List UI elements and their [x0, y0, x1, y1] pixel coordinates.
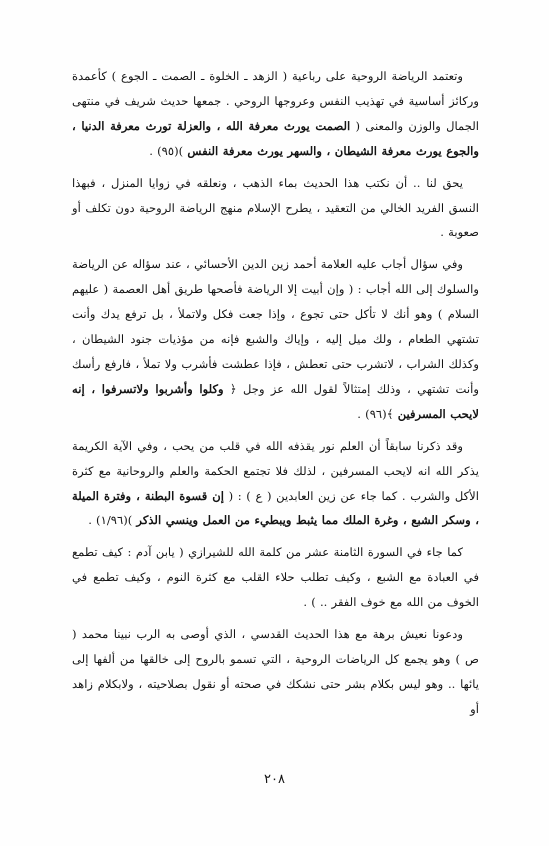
- body-text: [72, 64, 479, 722]
- text-run: كما جاء في السورة الثامنة عشر من كلمة الله للشيرازي ( يابن آدم : كيف تطمع في العبادة مع الشبع ، وكيف تطلب حلاء القلب مع كثرة النوم ، وكيف تطمع في الخوف من الله مع خوف الفقر .. ) .: [72, 545, 479, 610]
- text-run: وتعتمد الرياضة الروحية على رباعية ( الزهد ـ الخلوة ـ الصمت ـ الجوع ) كأعمدة وركائز أساسية في تهذيب النفس وعروجها الروحي . جمعها حديث شريف في منتهى الجمال والوزن والمعنى (: [72, 69, 479, 133]
- text-run: يحق لنا .. أن نكتب هذا الحديث بماء الذهب ، ونعلقه في زوايا المنزل ، فبهذا النسق الفريد الخالي من التعقيد ، يطرح الإسلام منهج الرياضة الروحية دون تكلف أو صعوبة .: [72, 175, 479, 240]
- text-run: )(١/٩٦) .: [88, 513, 137, 528]
- paragraph: [72, 171, 479, 246]
- text-run: وقد ذكرنا سابقاً أن العلم نور يقذفه الله في قلب من يحب ، وفي الآية الكريمة يذكر الله انه لايحب المسرفين ، لذلك فلا تجتمع الحكمة والعلم والروحانية مع كثرة الأكل والشرب . كما جاء عن زين العابدين ( ع ) : (: [72, 438, 479, 503]
- page-number: ٢٠٨: [264, 772, 285, 787]
- paragraph: [72, 622, 479, 722]
- emphasized-quote: وكلوا وأشربوا ولاتسرفوا ، إنه لايحب المسرفين: [72, 381, 479, 421]
- emphasized-quote: الصمت يورث معرفة الله ، والعزلة تورث معرفة الدنيا ، والجوع يورث معرفة الشيطان ، والسهر يورث معرفة النفس: [72, 118, 479, 158]
- paragraph: [72, 540, 479, 615]
- text-run: وفي سؤال أجاب عليه العلامة أحمد زين الدين الأحسائي ، عند سؤاله عن الرياضة والسلوك إلى الله أجاب : ( وإن أبيت إلا الرياضة فأصحها طريق أهل العصمة ( عليهم السلام ) وهو أنك لا تأكل حتى تجوع ، وإذا جعت فكل ولاتملأ ، بل ترفع يدك وأنت تشتهي الطعام ، ولك ميل إليه ، وإياك والشبع فإنه من مؤذيات جنود الشيطان ، وكذلك الشراب ، لاتشرب حتى تعطش ، فإذا عطشت فأشرب ولا تملأ ، فارفع رأسك وأنت تشتهي ، وذلك إمتثالاً لقول الله عز وجل ﴿: [72, 257, 479, 396]
- text-run: ﴾(٩٦) .: [357, 406, 398, 421]
- emphasized-quote: إن قسوة البطنة ، وفترة الميلة ، وسكر الشبع ، وغرة الملك مما يثبط ويبطيء من العمل وينسي الذكر: [72, 488, 479, 528]
- paragraph: [72, 64, 479, 164]
- text-run: ودعونا نعيش برهة مع هذا الحديث القدسي ، الذي أوصى به الرب نبينا محمد ( ص ) وهو يجمع كل الرياضات الروحية ، التي تسمو بالروح إلى خالقها من ألفها إلى يائها .. وهو ليس بكلام بشر حتى نشكك في صحته أو نقول بصلاحيته ، ولابكلام زاهد أو: [72, 627, 479, 716]
- paragraph: [72, 252, 479, 426]
- text-run: )(٩٥) .: [149, 143, 188, 158]
- paragraph: [72, 434, 479, 534]
